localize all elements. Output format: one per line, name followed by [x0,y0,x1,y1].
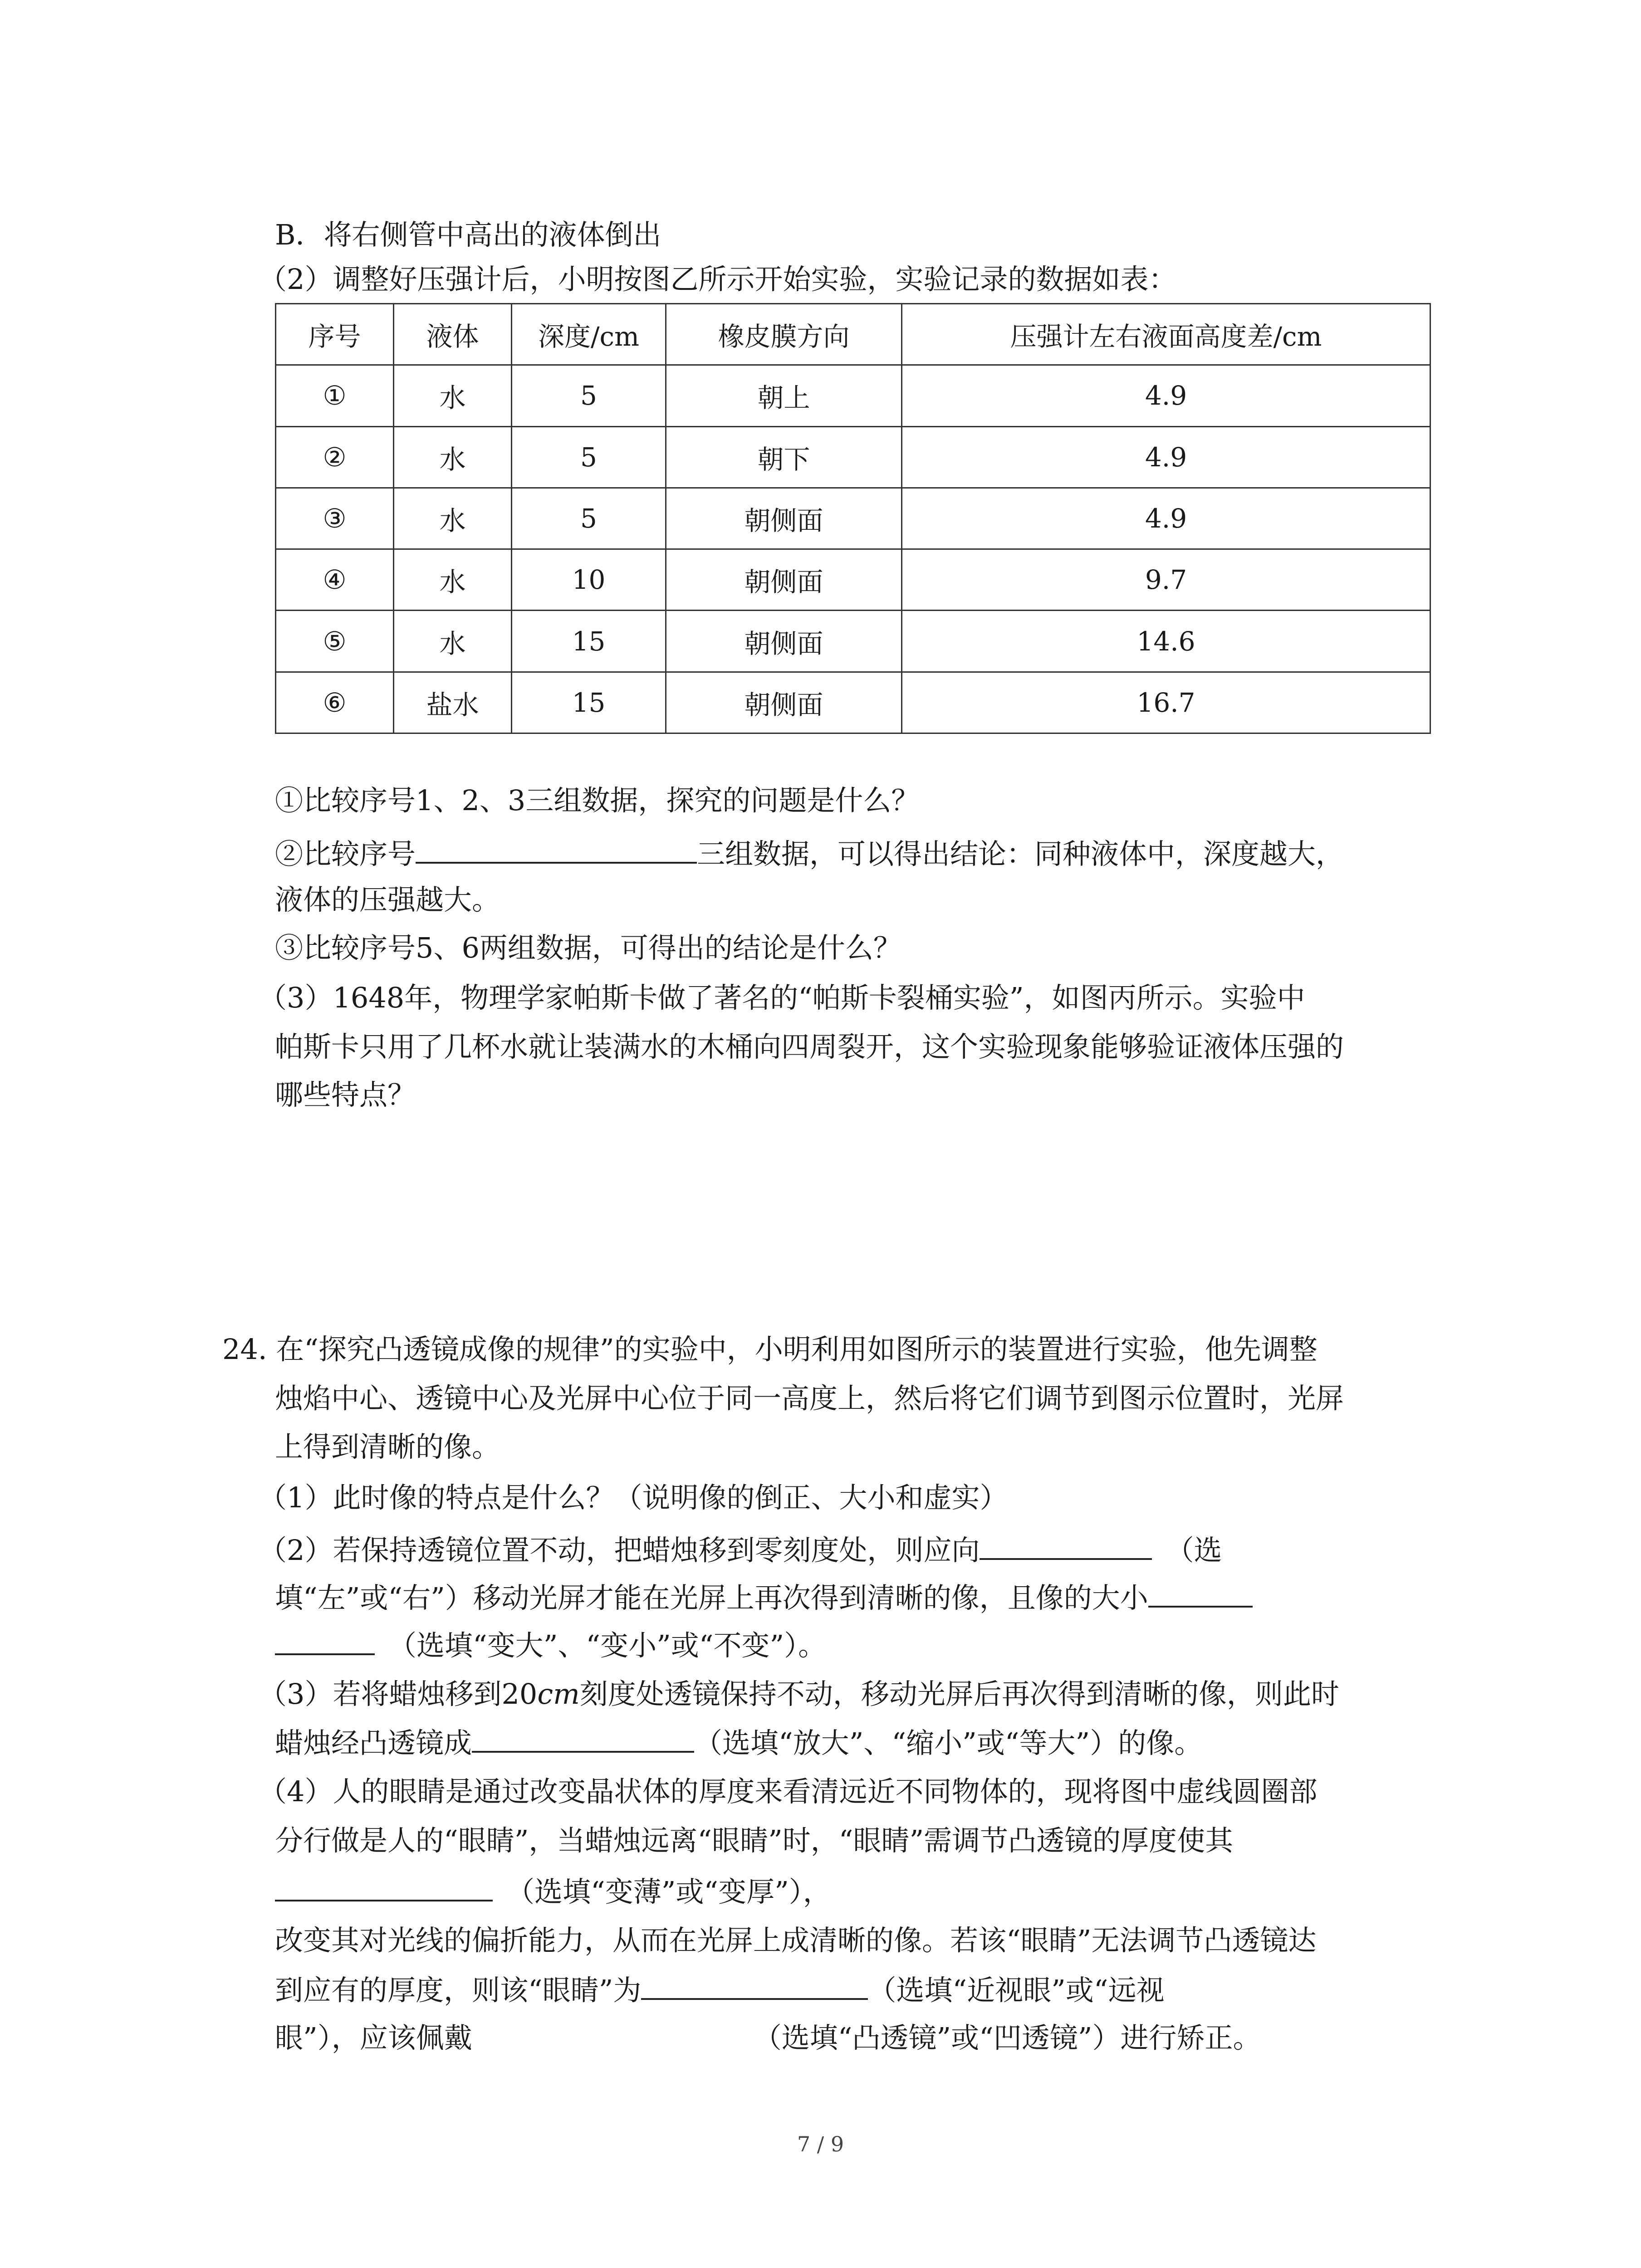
table-header-cell: 橡皮膜方向 [666,304,902,365]
table-cell: ⑤ [276,611,394,672]
table-cell: ① [276,365,394,426]
question-2-intro: （2）调整好压强计后，小明按图乙所示开始实验，实验记录的数据如表： [259,263,1177,296]
q24-part2-prefix: （2）若保持透镜位置不动，把蜡烛移到零刻度处，则应向 [259,1534,980,1567]
q24-part3-line2-suffix: （选填“放大”、“缩小”或“等大”）的像。 [694,1726,1203,1760]
table-header-cell: 序号 [276,304,394,365]
q24-part2-line2 [275,1579,1253,1616]
q24-part4-line1: （4）人的眼睛是通过改变晶状体的厚度来看清远近不同物体的，现将图中虚线圆圈部 [259,1775,1318,1808]
table-cell: 朝上 [666,365,902,426]
table-cell: 16.7 [902,672,1430,733]
q24-part4-line5-suffix: （选填“近视眼”或“远视 [868,1974,1165,2007]
q23-sub1: ①比较序号1、2、3三组数据，探究的问题是什么？ [275,784,920,817]
page-number: 7 / 9 [797,2132,844,2156]
table-row [276,549,1430,611]
q24-part4-line3-text: （选填“变薄”或“变厚”）， [506,1875,831,1908]
q24-line2: 烛焰中心、透镜中心及光屏中心位于同一高度上，然后将它们调节到图示位置时，光屏 [275,1382,1344,1415]
q24-part2-line2-text: 填“左”或“右”）移动光屏才能在光屏上再次得到清晰的像，且像的大小 [275,1581,1148,1614]
table-cell: 5 [512,426,666,488]
table-cell: 朝侧面 [666,672,902,733]
q24-part4-line6-prefix: 眼”），应该佩戴 [275,2021,472,2054]
q24-part3-line2-prefix: 蜡烛经凸透镜成 [275,1726,472,1760]
table-cell: 朝侧面 [666,549,902,611]
table-header-row [276,304,1430,365]
q24-part4-line3 [275,1872,831,1910]
q23-part3-line1: （3）1648年，物理学家帕斯卡做了著名的“帕斯卡裂桶实验”，如图丙所示。实验中 [259,981,1305,1014]
table-cell: 9.7 [902,549,1430,611]
q23-sub2-suffix: 三组数据，可以得出结论：同种液体中，深度越大， [697,837,1344,870]
q24-part4-line6-suffix: （选填“凸透镜”或“凹透镜”）进行矫正。 [753,2021,1261,2054]
q24-part2-line3-text: （选填“变大”、“变小”或“不变”）。 [388,1629,827,1662]
q24-line1: 24. 在“探究凸透镜成像的规律”的实验中，小明利用如图所示的装置进行实验，他先调整 [222,1333,1318,1366]
table-cell: ⑥ [276,672,394,733]
table-row [276,365,1430,426]
table-row [276,672,1430,733]
table-row [276,611,1430,672]
q24-part3-line1 [259,1676,1339,1712]
q23-sub2 [275,835,1344,872]
table-cell: 4.9 [902,488,1430,549]
table-cell: ② [276,426,394,488]
table-cell: 15 [512,672,666,733]
table-cell: 水 [394,488,512,549]
q23-part3-line2: 帕斯卡只用了几杯水就让装满水的木桶向四周裂开，这个实验现象能够验证液体压强的 [275,1030,1344,1063]
q24-part2-line1 [259,1531,1222,1569]
table-cell: 朝侧面 [666,488,902,549]
table-cell: 5 [512,365,666,426]
q24-line3: 上得到清晰的像。 [275,1430,500,1463]
table-cell: 水 [394,611,512,672]
option-b: B．将右侧管中高出的液体倒出 [275,218,661,251]
table-cell: 水 [394,426,512,488]
table-header-cell: 液体 [394,304,512,365]
table-cell: 15 [512,611,666,672]
q24-part4-line5 [275,1971,1165,2009]
table-cell: ③ [276,488,394,549]
q24-part3-suffix: 刻度处透镜保持不动，移动光屏后再次得到清晰的像，则此时 [579,1677,1339,1711]
table-cell: 朝侧面 [666,611,902,672]
data-table [275,303,1431,734]
q24-part1: （1）此时像的特点是什么？（说明像的倒正、大小和虚实） [259,1481,1008,1514]
q24-part2-suffix: （选 [1166,1534,1222,1567]
answer-blank[interactable] [641,1971,868,2000]
q24-part2-line3 [275,1626,826,1664]
table-cell: 盐水 [394,672,512,733]
q24-part4-line5-prefix: 到应有的厚度，则该“眼睛”为 [275,1974,642,2007]
q23-sub2-cont: 液体的压强越大。 [275,883,500,916]
table-cell: 朝下 [666,426,902,488]
table-cell: 4.9 [902,365,1430,426]
q23-part3-line3: 哪些特点？ [275,1078,416,1111]
table-cell: ④ [276,549,394,611]
table-cell: 10 [512,549,666,611]
answer-blank[interactable] [980,1531,1152,1560]
q24-part4-line4: 改变其对光线的偏折能力，从而在光屏上成清晰的像。若该“眼睛”无法调节凸透镜达 [275,1924,1317,1957]
table-row [276,426,1430,488]
table-header-cell: 压强计左右液面高度差/cm [902,304,1430,365]
q24-part4-line2: 分行做是人的“眼睛”，当蜡烛远离“眼睛”时，“眼睛”需调节凸透镜的厚度使其 [275,1824,1234,1857]
q24-part4-line6 [275,2019,1261,2056]
unit-cm: cm [537,1677,580,1711]
answer-blank[interactable] [472,2019,754,2048]
answer-blank[interactable] [472,1724,694,1753]
q24-part3-line2 [275,1724,1202,1761]
table-cell: 4.9 [902,426,1430,488]
q23-sub2-prefix: ②比较序号 [275,837,416,870]
q23-sub3: ③比较序号5、6两组数据，可得出的结论是什么？ [275,931,901,964]
answer-blank[interactable] [275,1626,375,1655]
answer-blank[interactable] [416,835,697,864]
table-cell: 5 [512,488,666,549]
table-row [276,488,1430,549]
table-cell: 14.6 [902,611,1430,672]
answer-blank[interactable] [275,1872,493,1901]
q24-part3-prefix: （3）若将蜡烛移到20 [259,1677,538,1711]
table-cell: 水 [394,549,512,611]
answer-blank[interactable] [1148,1579,1253,1608]
table-cell: 水 [394,365,512,426]
table-header-cell: 深度/cm [512,304,666,365]
